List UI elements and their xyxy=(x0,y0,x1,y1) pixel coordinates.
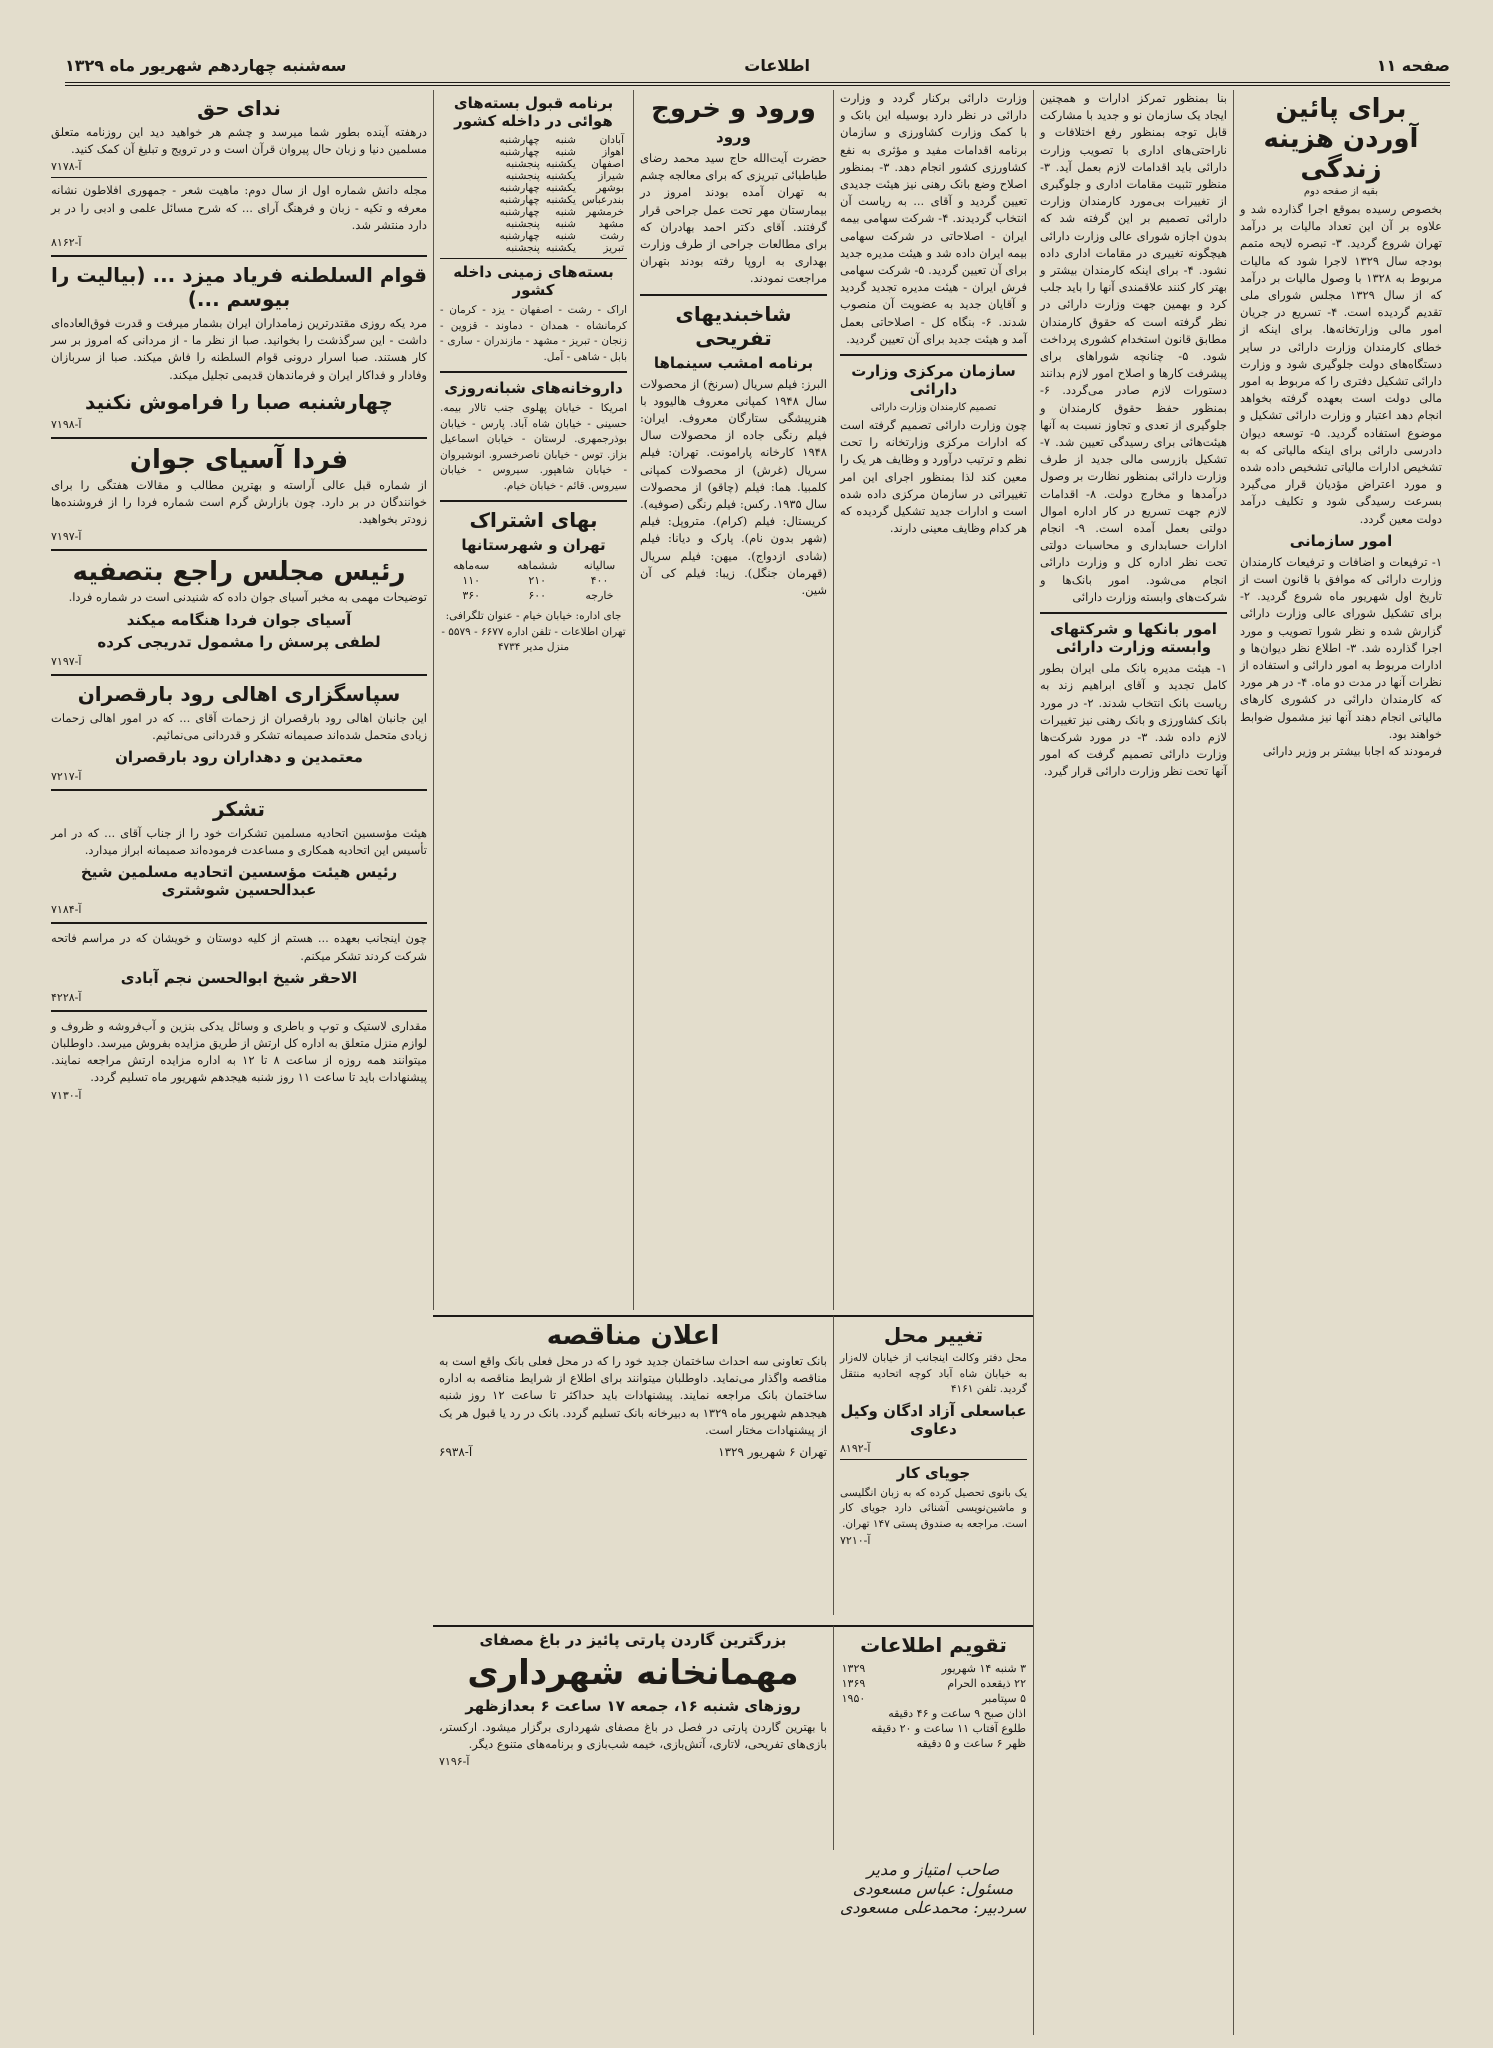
divider xyxy=(51,437,427,439)
table-cell: اصفهان xyxy=(591,158,624,170)
table-cell: چهارشنبه xyxy=(499,230,540,242)
ad-title: قوام السلطنه فریاد میزد ... (بیالیت را بیوسم ...) xyxy=(51,263,427,312)
table-cell: اذان صبح ۹ ساعت و ۴۶ دقیقه xyxy=(888,1707,1026,1720)
column-6 xyxy=(45,90,433,2035)
table-cell: شنبه xyxy=(555,146,576,158)
table-cell: رشت xyxy=(599,230,624,242)
table-cell: ۳۶۰ xyxy=(462,589,481,602)
article-title: ورود و خروج xyxy=(651,94,816,124)
table-row xyxy=(496,230,627,242)
table-cell: پنجشنبه xyxy=(505,170,540,182)
article-body: بخصوص رسیده بموقع اجرا گذارده شد و علاوه بر آن این تعداد مالیات بر درآمد تهران شروع گردید. ۳- تبصره لایحه متمم بودجه سال ۱۳۲۹ لاجرا شود که مالیات مربوط به ۱۳۲۸ با وصول مالیات بر درآمد که از سال ۱۳۲۹ مجلس شورای ملی تقدیم گردیده است. ۴- تسریع در جریان امور مالی وزارتخانه‌ها. برای اینکه از خطای کارمندان وزارت دارائی در سایر دستگاه‌های دولت جلوگیری شود و وزارت دارائی تشکیل دفتری را که مربوط به امور مالی دولت است بعهده گرفته بخواهد انجام دهد اعتبار و وزارت دارائی تشکیل و موضوع استفاده گردید. ۵- توسعه دیوان دادرسی دارائی برای اینکه مالیاتی که به تشخیص ادارات مالیاتی تشخیص داده شده و مورد اعتراض مؤدیان قرار می‌گیرد بسرعت رسیدگی شود و تکلیف درآمد دولت معین گردد. xyxy=(1240,202,1443,526)
table-row xyxy=(840,1706,1027,1721)
table-cell: آبادان xyxy=(599,134,624,146)
divider xyxy=(440,258,627,259)
section-subtitle: تصمیم کارمندان وزارت دارائی xyxy=(870,402,997,414)
section-title: امور بانکها و شرکتهای وابسته وزارت دارائی xyxy=(1050,620,1217,657)
divider xyxy=(840,1459,1027,1460)
table-cell: چهارشنبه xyxy=(499,146,540,158)
column-4 xyxy=(633,90,833,1310)
table-cell: طلوع آفتاب ۱۱ ساعت و ۲۰ دقیقه xyxy=(871,1722,1026,1735)
table-cell: تبریز xyxy=(603,242,624,254)
ad-title: ندای حق xyxy=(197,96,281,120)
table-cell: مشهد xyxy=(598,218,624,230)
table-row xyxy=(496,218,627,230)
table-row xyxy=(496,206,627,218)
ad-title: فردا آسیای جوان xyxy=(129,444,349,475)
ad-ref: آ-۸۱۶۲ xyxy=(51,236,82,250)
column-3 xyxy=(833,90,1033,1310)
ad-body: از شماره قبل عالی آراسته و بهترین مطالب و مقالات هفتگی را برای خوانندگان در بر دارد. چون بازارش گرم است شماره فردا را از فروشنده‌ها زودتر بخواهید. xyxy=(51,477,427,527)
ad-title: رئیس مجلس راجع بتصفیه xyxy=(72,557,406,588)
section-body: ۱- هیئت مدیره بانک ملی ایران بطور کامل تجدید و آقای ابراهیم زند به ریاست بانک انتخاب شدند. ۲- در مورد بانک کشاورزی و بانک رهنی نیز تغییرات لازم داده شد. ۳- در مورد شرکت‌ها وزارت دارائی تصمیم گرفت که امور آنها تحت نظر وزارت دارائی قرار گیرد. xyxy=(1040,661,1227,779)
garden-party-ad xyxy=(433,1625,833,1950)
divider xyxy=(51,255,427,257)
issue-date: سه‌شنبه چهاردهم شهریور ماه ۱۳۲۹ xyxy=(65,56,347,75)
table-cell: اهواز xyxy=(602,146,624,158)
article-title: برای پائین آوردن هزینه زندگی xyxy=(1263,94,1419,184)
ad-subtitle: روزهای شنبه ۱۶، جمعه ۱۷ ساعت ۶ بعدازظهر xyxy=(465,1697,801,1715)
ad-ref: آ-۷۱۹۷ xyxy=(51,530,82,544)
table-cell: خرمشهر xyxy=(586,206,624,218)
table-row xyxy=(496,134,627,146)
table-cell: چهارشنبه xyxy=(499,182,540,194)
section-title: سازمان مرکزی وزارت دارائی xyxy=(851,362,1016,399)
table-row xyxy=(496,158,627,170)
divider xyxy=(51,1010,427,1012)
ad-ref: آ-۷۱۹۶ xyxy=(439,1755,470,1769)
table-cell: یکشنبه xyxy=(545,170,576,182)
section-body: ۱- ترفیعات و اضافات و ترفیعات کارمندان وزارت دارائی که موافق با قانون است از تاریخ اول شهریور ماه شروع گردید. ۲- برای تشکیل شورای عالی وزارت دارائی گزارش شده و نظر شورا تصویب و مورد اجرا گذارده شد. ۳- اطلاع نظر دیوان‌ها و ادارات مربوط به امور دارائی و استفاده از نظرات آنها در مدت دو ماه. ۴- در هر مورد که کارمندان دارائی در کشوری کارهای مالیاتی انجام دهند آنها نیز مشمول ضوابط خواهند بود. xyxy=(1240,554,1443,741)
table-cell: شنبه xyxy=(555,230,576,242)
ad-header: بزرگترین گاردن پارتی پائیز در باغ مصفای xyxy=(479,1631,787,1649)
ad-title: تشکر xyxy=(213,797,265,822)
section-body: امریکا - خیابان پهلوی جنب تالار بیمه. حسینی - خیابان شاه آباد. پارس - خیابان بوذرجمهری. لرستان - خیابان اسماعیل بزاز. توس - خیابان ناصرخسرو. انوشیروان - خیابان شاهپور. سیروس - خیابان سیروس. قائم - خیابان خیام. xyxy=(440,402,627,492)
ad-ref: آ-۷۱۹۷ xyxy=(51,654,82,668)
ad-body: با بهترین گاردن پارتی در فصل در باغ مصفای شهرداری برگزار میشود. ارکستر، بازی‌های تفریحی، لاتاری، آتش‌بازی، خیمه شب‌بازی و برنامه‌های متنوع دیگر. xyxy=(439,1720,827,1752)
table-cell: چهارشنبه xyxy=(499,194,540,206)
section-title: شاخبندیهای تفریحی xyxy=(675,301,792,350)
section-subtitle: تهران و شهرستانها xyxy=(461,536,606,554)
section-title: بهای اشتراک xyxy=(469,508,598,532)
table-cell: یکشنبه xyxy=(545,194,576,206)
ad-footer: تهران ۶ شهریور ۱۳۲۹ xyxy=(718,1445,827,1460)
ad-title: سپاسگزاری اهالی رود بارقصران xyxy=(77,681,401,706)
table-cell: ۶۰۰ xyxy=(528,589,547,602)
paper-name: اطلاعات xyxy=(744,56,810,75)
article-subtitle: ورود xyxy=(716,128,751,146)
ad-body: مرد یکه روزی مقتدرترین زمامداران ایران بشمار میرفت و قدرت فوق‌العاده‌ای داشت - این سرگذشت را بخوانید. صبا از نظر ما - از مردانی که امروز بر سر کار هستند. صبا اسرار درونی قوام السلطنه را فاش میکند. صبا از سربازان وفادار و فداکار ایران و فرماندهان قدیمی تجلیل میکند. xyxy=(51,316,427,382)
ad-footer: عباسعلی آزاد ادگان وکیل دعاوی xyxy=(840,1401,1027,1438)
address: جای اداره: خیابان خیام - عنوان تلگرافی: تهران اطلاعات - تلفن اداره ۶۶۷۷ - ۵۵۷۹ - منزل مدیر ۴۷۳۴ xyxy=(441,610,626,653)
divider xyxy=(840,354,1027,356)
section-title: برنامه قبول بسته‌های هوائی در داخله کشور xyxy=(453,94,614,130)
small-ads xyxy=(833,1315,1033,1615)
table-cell xyxy=(840,1721,866,1736)
divider xyxy=(51,549,427,551)
ad-ref: آ-۷۲۱۰ xyxy=(840,1534,871,1547)
section-body: البرز: فیلم سریال (سرنخ) از محصولات سال ۱۹۴۸ کمپانی معروف هالیوود با هنرپیشگی ستارگان معروف. ایران: فیلم رنگی جاده از محصولات سال ۱۹۴۸ کارخانه پارامونت. تهران: فیلم سریال (غرش) از محصولات کمپانی کلمبیا. هما: فیلم (چاقو) از محصولات سال ۱۹۳۵. رکس: فیلم رنگی (صوفیه). کریستال: فیلم (کرام). متروپل: فیلم (شهر بدون نام). پارک و دیانا: فیلم (شادی ازدواج). میهن: فیلم سریال (قهرمان جنگل). زیبا: فیلم کی آن شین. xyxy=(640,376,827,598)
ad-body: مقداری لاستیک و توپ و باطری و وسائل یدکی بنزین و آب‌فروشه و ظروف و لوازم منزل متعلق به اداره کل ارتش از طریق مزایده بفروش میرسد. داوطلبان میتوانند همه روزه از ساعت ۸ تا ۱۲ به اداره مزایده ارتش مراجعه نمایند. پیشنهادات باید تا ساعت ۱۱ روز شنبه هیجدهم شهریور ماه تسلیم گردد. xyxy=(51,1018,428,1085)
table-cell: بندرعباس xyxy=(581,194,624,206)
ad-title: مهمانخانه شهرداری xyxy=(467,1653,799,1693)
table-cell: چهارشنبه xyxy=(499,206,540,218)
section-title: بسته‌های زمینی داخله کشور xyxy=(453,263,614,299)
section-body: اراک - رشت - اصفهان - یزد - کرمان - کرمانشاه - همدان - دماوند - قزوین - زنجان - تبریز - مشهد - مازندران - ساری - بابل - شاهی - آمل. xyxy=(440,304,627,363)
ad-title: جویای کار xyxy=(896,1463,971,1482)
article-subtitle: بقیه از صفحه دوم xyxy=(1303,186,1379,197)
ad-ref: آ-۷۱۸۴ xyxy=(51,903,82,917)
publisher-signature: صاحب امتیاز و مدیر مسئول: عباس مسعودی xyxy=(852,1860,1014,1898)
divider xyxy=(440,500,627,502)
table-header: سه‌ماهه xyxy=(453,559,490,572)
ad-body: یک بانوی تحصیل کرده که به زبان انگلیسی و ماشین‌نویسی آشنائی دارد جویای کار است. مراجعه به صندوق پستی ۱۴۷ تهران. xyxy=(840,1486,1027,1530)
ad-title: اعلان مناقصه xyxy=(546,1321,720,1351)
table-cell: بوشهر xyxy=(596,182,624,194)
table-header: سالیانه xyxy=(583,559,616,572)
ad-ref: آ-۷۲۱۷ xyxy=(51,770,82,784)
table-cell: شنبه xyxy=(555,206,576,218)
table-cell: شیراز xyxy=(598,170,624,182)
divider xyxy=(51,177,427,178)
table-cell: ۲۲ ذیقعده الحرام xyxy=(947,1677,1026,1690)
table-row xyxy=(840,1736,1027,1751)
column-1 xyxy=(1233,90,1448,2035)
column-5 xyxy=(433,90,633,1310)
divider xyxy=(640,294,827,296)
table-cell: ۱۹۵۰ xyxy=(841,1692,866,1705)
table-cell: ۲۱۰ xyxy=(528,574,547,587)
table-header: ششماهه xyxy=(516,559,558,572)
ad-body: هیئت مؤسسین اتحادیه مسلمین تشکرات خود را از جناب آقای ... که در امر تأسیس این اتحادیه همکاری و مساعدت فرموده‌اند صمیمانه ابراز میدارد. xyxy=(51,826,427,858)
ad-ref: آ-۷۱۹۸ xyxy=(51,417,82,431)
ad-footer: رئیس هیئت مؤسسین اتحادیه مسلمین شیخ عبدالحسین شوشتری xyxy=(80,863,398,900)
table-cell: ۱۱۰ xyxy=(462,574,481,587)
ad-body: این جانبان اهالی رود بارقصران از زحمات آقای ... که در امور اهالی زحمات زیادی متحمل شده‌اند صمیمانه تشکر و قدردانی می‌نمائیم. xyxy=(51,710,427,742)
ad-body: بانک تعاونی سه احداث ساختمان جدید خود را که در محل فعلی بانک واقع است به مناقصه واگذار می‌نماید. داوطلبان میتوانند برای اطلاع از شرایط مناقصه به اداره ساختمان بانک مراجعه نمایند. پیشنهادات باید حداکثر تا ساعت ۱۲ روز شنبه هیجدهم شهریور ماه ۱۳۲۹ به دبیرخانه بانک تسلیم گردد. بانک در رد یا قبول هر یک از پیشنهادات مختار است. xyxy=(439,1354,827,1437)
article-body: حضرت آیت‌الله حاج سید محمد رضای طباطبائی تبریزی که برای معالجه چشم به تهران آمده بودند امروز در بیمارستان مهر تحت عمل جراحی قرار گرفتند. آقای دکتر احمد بهادران که برای مطالعات جراحی از طرف وزارت بهداری به اروپا رفته بودند بتهران مراجعت نمودند. xyxy=(640,151,827,286)
table-row xyxy=(496,242,627,254)
page-number: صفحه ۱۱ xyxy=(1376,56,1450,75)
article-end: فرمودند که اجابا بیشتر بر وزیر دارائی xyxy=(1262,744,1442,759)
divider xyxy=(51,789,427,791)
ad-body: توضیحات مهمی به مخبر آسیای جوان داده که شنیدنی است در شماره فردا. xyxy=(68,590,427,605)
table-cell: ۱۳۲۹ xyxy=(841,1662,866,1675)
ad-footer: معتمدین و دهداران رود بارقصران xyxy=(115,748,363,767)
table-cell: یکشنبه xyxy=(545,242,576,254)
table-cell: پنجشنبه xyxy=(505,158,540,170)
ad-ref: آ-۷۱۳۰ xyxy=(51,1088,82,1102)
ad-ref: آ-۷۱۷۸ xyxy=(51,160,82,174)
schedule-table xyxy=(496,134,627,254)
section-body: چون وزارت دارائی تصمیم گرفته است که ادارات مرکزی وزارتخانه را تحت نظم و ترتیب درآورد و وظایف هر یک را معین کند لذا بمنظور اجرای این امر تغییراتی در سازمان مرکزی داده شده است و ادارات جدید تشکیل گردیده که هر کدام وظایف معینی دارند. xyxy=(840,418,1027,536)
article-body: بنا بمنظور تمرکز ادارات و همچنین ایجاد یک سازمان نو و جدید با مشارکت قابل توجه بمنظور رفع اختلافات و ناراحتی‌های اداری با تصویب وزارت دارائی باید اقدامات لازم بعمل آید. ۳- منظور تثبیت مقامات اداری و جلوگیری از تغییرات بی‌مورد کارمندان وزارت دارائی تصمیم بر این گرفته شد که بدون اجازه شورای عالی وزارت دارائی هیچگونه تغییری در مقامات اداری داده نشود. ۴- برای اینکه کارمندان بیشتر و بهتر کار کنند علاقمندی آنها را باید جلب کرد و بهمین جهت وزارت دارائی در نظر گرفته است که حقوق کارمندان مطابق قانون استخدام کشوری پرداخت شود. ۵- چنانچه شوراهای برای پیشرفت کارها و اصلاح امور لازم بدانند دستورات لازم صادر می‌گردد. ۶- بمنظور حفظ حقوق کارمندان و جلوگیری از تعدی و تجاوز نسبت به آنها هیئت‌هائی برای رسیدگی تعیین شد. ۷- تشکیل بازرسی مالی جدید از طرف وزارت دارائی بمنظور نظارت بر وصول درآمدها و مخارج دولت. ۸- اقدامات لازم جهت تسریع در کار اداره اموال دولتی بعمل آمده است. ۹- انجام ادارات حسابداری و محاسبات دولتی تحت نظر اداره کل و وزارت دارائی انجام می‌شود. امور بانک‌ها و شرکت‌های وابسته وزارت دارائی xyxy=(1040,91,1227,604)
article-body: وزارت دارائی برکنار گردد و وزارت دارائی در نظر دارد بوسیله این بانک و با کمک وزارت کشاورزی و سازمان برنامه اقدامات مفید و مؤثری به نفع کشاورزی کشور انجام دهد. ۳- بمنظور اصلاح وضع بانک رهنی نیز هیئت جدیدی تعیین گردید و آقای ... به ریاست آن انتخاب گردیدند. ۴- شرکت سهامی بیمه ایران - اصلاحاتی در شرکت سهامی بیمه ایران داده شد و هیئت مدیره جدید برای آن تعیین گردید. ۵- شرکت سهامی فرش ایران - هیئت مدیره تجدید گردید و آقایان جدید به عضویت آن منصوب شدند. ۶- بنگاه کل - اصلاحاتی بعمل آمد و هیئت جدید برای آن تعیین گردید. xyxy=(840,91,1027,346)
divider xyxy=(1040,612,1227,614)
ad-title: تغییر محل xyxy=(883,1323,984,1347)
subscription-table xyxy=(440,558,627,603)
divider xyxy=(440,371,627,373)
section-subtitle: برنامه امشب سینماها xyxy=(653,353,814,372)
table-cell: یکشنبه xyxy=(545,182,576,194)
table-row xyxy=(840,1691,1027,1706)
table-cell: ۳ شنبه ۱۴ شهریور xyxy=(941,1662,1026,1675)
calendar-box xyxy=(833,1625,1033,1850)
table-cell: ۵ سپتامبر xyxy=(982,1692,1026,1705)
table-cell: چهارشنبه xyxy=(499,134,540,146)
table-row xyxy=(840,1721,1027,1736)
ad-subtitle: آسیای جوان فردا هنگامه میکند xyxy=(126,610,352,629)
table-row xyxy=(496,194,627,206)
table-cell: ظهر ۶ ساعت و ۵ دقیقه xyxy=(916,1737,1026,1750)
table-cell xyxy=(840,1736,866,1751)
table-cell: شنبه xyxy=(555,134,576,146)
table-cell: پنجشنبه xyxy=(505,242,540,254)
table-row xyxy=(496,182,627,194)
ad-body: چون اینجانب بعهده ... هستم از کلیه دوستان و خویشان که در مراسم فاتحه شرکت کردند تشکر میکنم. xyxy=(51,931,427,963)
table-cell xyxy=(840,1706,866,1721)
masthead xyxy=(65,40,1450,86)
table-cell: خارجه xyxy=(585,589,614,602)
divider xyxy=(51,922,427,924)
table-cell: پنجشنبه xyxy=(505,218,540,230)
table-row xyxy=(496,146,627,158)
ad-body: درهفته آینده بطور شما میرسد و چشم هر خواهید دید این روزنامه متعلق مسلمین دنیا و زبان حال پیروان قرآن است و در ترویج و تبلیغ آن کمک کنید. xyxy=(51,125,427,157)
column-2 xyxy=(1033,90,1233,2035)
ad-ref: آ-۸۱۹۲ xyxy=(840,1441,871,1455)
section-title: داروخانه‌های شبانه‌روزی xyxy=(444,379,623,397)
table-row xyxy=(840,1676,1027,1691)
ad-ref: آ-۴۲۲۸ xyxy=(51,990,82,1004)
table-cell: یکشنبه xyxy=(545,158,576,170)
editor-box xyxy=(833,1860,1033,1950)
section-title: امور سازمانی xyxy=(1289,531,1393,550)
ad-footer: چهارشنبه صبا را فراموش نکنید xyxy=(85,389,393,414)
table-cell: ۴۰۰ xyxy=(590,574,609,587)
table-row xyxy=(840,1661,1027,1676)
ad-footer: الاحقر شیخ ابوالحسن نجم آبادی xyxy=(120,968,358,987)
ad-ref: آ-۶۹۳۸ xyxy=(439,1445,473,1460)
editor-signature: سردبیر: محمدعلی مسعودی xyxy=(839,1898,1027,1917)
ad-subtitle: لطفی پرسش را مشمول تدریجی کرده xyxy=(97,632,381,651)
calendar-title: تقویم اطلاعات xyxy=(860,1633,1007,1657)
ad-body: مجله دانش شماره اول از سال دوم: ماهیت شعر - جمهوری افلاطون نشانه معرفه و تکیه - زبان و فرهنگ آرای ... که شرح مسائل علمی و ادبی را در بر دارد منتشر شد. xyxy=(51,183,427,232)
table-row xyxy=(496,170,627,182)
table-cell: شنبه xyxy=(555,218,576,230)
tender-ad xyxy=(433,1315,833,1615)
calendar-table xyxy=(840,1661,1027,1751)
ad-body: محل دفتر وکالت اینجانب از خیابان لاله‌زار به خیابان شاه آباد کوچه اتحادیه منتقل گردید. تلفن ۴۱۶۱ xyxy=(840,1352,1027,1395)
divider xyxy=(51,674,427,676)
table-cell: ۱۳۶۹ xyxy=(841,1677,866,1690)
